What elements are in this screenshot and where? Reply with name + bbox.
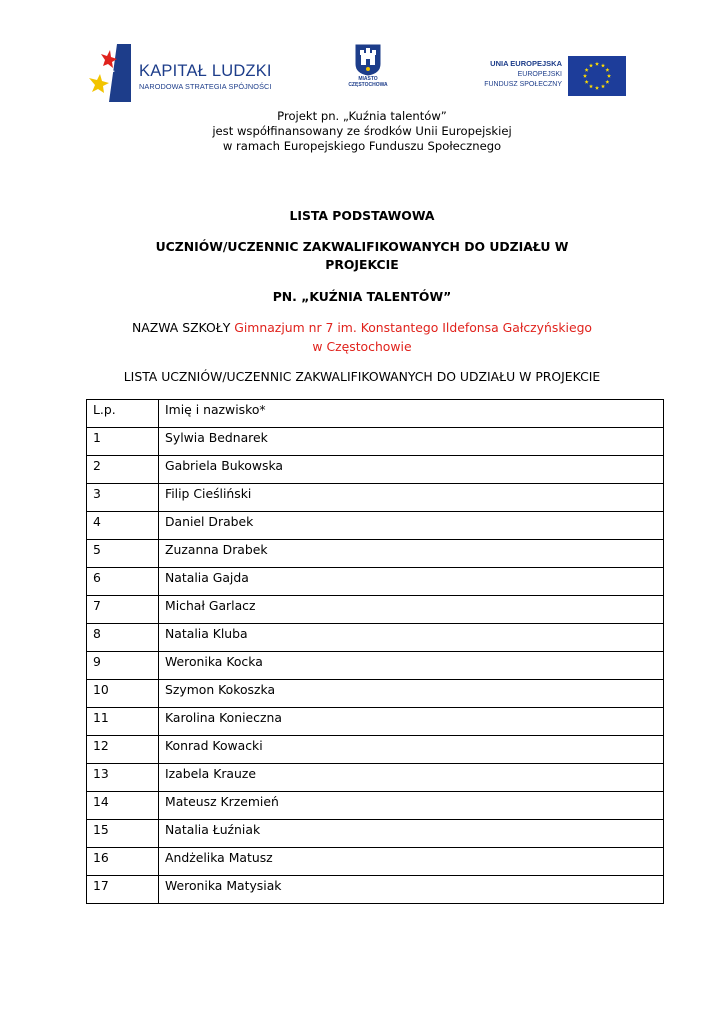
table-row [87, 484, 664, 512]
table-row [87, 456, 664, 484]
student-name: Michał Garlacz [159, 596, 664, 624]
header-lp: L.p. [87, 400, 159, 428]
school-name-line1: Gimnazjum nr 7 im. Konstantego Ildefonsa Gałczyńskiego [234, 320, 593, 335]
project-line3: w ramach Europejskiego Funduszu Społecznego [222, 139, 502, 153]
table-row [87, 764, 664, 792]
student-name: Andżelika Matusz [159, 848, 664, 876]
row-number: 1 [87, 428, 159, 456]
student-name: Daniel Drabek [159, 512, 664, 540]
list-title: LISTA UCZNIÓW/UCZENNIC ZAKWALIFIKOWANYCH DO UDZIAŁU W PROJEKCIE [123, 369, 601, 384]
eu-label-line1: UNIA EUROPEJSKA [490, 59, 562, 68]
student-name: Natalia Gajda [159, 568, 664, 596]
row-number: 13 [87, 764, 159, 792]
project-name-heading: PN. „KUŹNIA TALENTÓW” [272, 289, 452, 304]
table-row [87, 596, 664, 624]
student-name: Weronika Kocka [159, 652, 664, 680]
student-name: Natalia Kluba [159, 624, 664, 652]
students-table [86, 399, 664, 904]
row-number: 9 [87, 652, 159, 680]
qualified-heading: UCZNIÓW/UCZENNIC ZAKWALIFIKOWANYCH DO UDZIAŁU W PROJEKCIE [155, 239, 569, 272]
row-number: 17 [87, 876, 159, 904]
school-label: NAZWA SZKOŁY [131, 320, 231, 335]
table-row [87, 792, 664, 820]
student-name: Filip Cieśliński [159, 484, 664, 512]
table-row [87, 876, 664, 904]
list-type-heading: LISTA PODSTAWOWA [289, 208, 435, 223]
row-number: 12 [87, 736, 159, 764]
row-number: 10 [87, 680, 159, 708]
eu-label-line2: EUROPEJSKI [517, 71, 562, 78]
city-label-line2: CZĘSTOCHOWA [348, 82, 388, 88]
table-row [87, 708, 664, 736]
row-number: 3 [87, 484, 159, 512]
row-number: 15 [87, 820, 159, 848]
header-name: Imię i nazwisko* [159, 400, 664, 428]
row-number: 11 [87, 708, 159, 736]
table-row [87, 820, 664, 848]
kapital-ludzki-subtitle: NARODOWA STRATEGIA SPÓJNOŚCI [139, 82, 272, 91]
student-name: Zuzanna Drabek [159, 540, 664, 568]
student-name: Mateusz Krzemień [159, 792, 664, 820]
table-row [87, 512, 664, 540]
eu-flag-icon [568, 56, 626, 96]
student-name: Weronika Matysiak [159, 876, 664, 904]
table-row [87, 624, 664, 652]
row-number: 2 [87, 456, 159, 484]
table-row [87, 736, 664, 764]
kapital-ludzki-name: KAPITAŁ LUDZKI [139, 62, 272, 80]
row-number: 7 [87, 596, 159, 624]
table-row [87, 428, 664, 456]
table-row [87, 568, 664, 596]
table-row [87, 652, 664, 680]
school-name-line2: w Częstochowie [312, 339, 412, 354]
table-row [87, 540, 664, 568]
row-number: 4 [87, 512, 159, 540]
project-line1: Projekt pn. „Kuźnia talentów” [277, 109, 447, 123]
table-row [87, 848, 664, 876]
kapital-ludzki-logo [87, 44, 287, 102]
school-name-block [0, 318, 724, 356]
czestochowa-logo [348, 44, 388, 104]
project-description [0, 109, 724, 154]
row-number: 8 [87, 624, 159, 652]
student-name: Gabriela Bukowska [159, 456, 664, 484]
eu-logo [476, 56, 626, 96]
city-label-line1: MIASTO [358, 76, 378, 82]
table-row [87, 680, 664, 708]
row-number: 16 [87, 848, 159, 876]
student-name: Karolina Konieczna [159, 708, 664, 736]
student-name: Sylwia Bednarek [159, 428, 664, 456]
row-number: 6 [87, 568, 159, 596]
student-name: Natalia Łuźniak [159, 820, 664, 848]
eu-label-line3: FUNDUSZ SPOŁECZNY [484, 81, 562, 88]
city-coat-of-arms-icon [355, 44, 381, 76]
kapital-ludzki-emblem-icon [87, 44, 131, 102]
project-line2: jest współfinansowany ze środków Unii Europejskiej [212, 124, 512, 138]
student-name: Konrad Kowacki [159, 736, 664, 764]
student-name: Szymon Kokoszka [159, 680, 664, 708]
table-header-row [87, 400, 664, 428]
row-number: 14 [87, 792, 159, 820]
student-name: Izabela Krauze [159, 764, 664, 792]
row-number: 5 [87, 540, 159, 568]
